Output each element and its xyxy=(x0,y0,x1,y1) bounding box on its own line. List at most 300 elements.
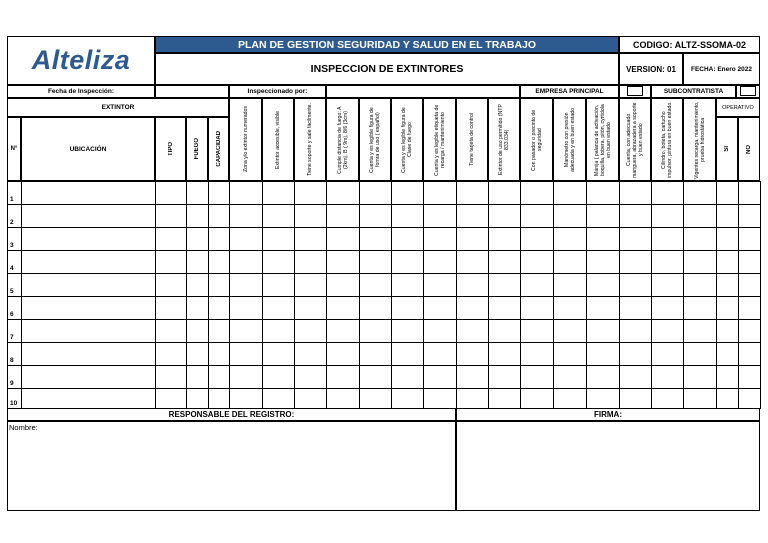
check-header-label: Zona y/o extintor numerados xyxy=(242,106,249,173)
check-cell[interactable] xyxy=(262,296,295,320)
check-cell[interactable] xyxy=(520,365,554,389)
check-cell[interactable] xyxy=(651,181,684,205)
check-cell[interactable] xyxy=(423,342,457,366)
no-cell[interactable] xyxy=(738,296,761,320)
check-cell[interactable] xyxy=(294,273,327,297)
check-cell[interactable] xyxy=(294,388,327,409)
check-cell[interactable] xyxy=(391,365,424,389)
check-cell[interactable] xyxy=(262,181,295,205)
check-cell[interactable] xyxy=(391,204,424,228)
no-cell[interactable] xyxy=(738,204,761,228)
check-cell[interactable] xyxy=(456,204,489,228)
check-header-2 xyxy=(262,98,294,181)
check-cell[interactable] xyxy=(619,250,652,274)
check-header-6 xyxy=(391,98,423,181)
check-cell[interactable] xyxy=(683,204,717,228)
ubicacion-cell[interactable] xyxy=(21,204,156,228)
check-cell[interactable] xyxy=(359,365,392,389)
si-cell[interactable] xyxy=(716,319,739,343)
check-cell[interactable] xyxy=(553,296,587,320)
check-header-label: Cumple distancia de fuego: A (2km), B ( 9m), 8/6 (3cm) xyxy=(336,105,349,174)
check-cell[interactable] xyxy=(294,204,327,228)
check-cell[interactable] xyxy=(326,296,360,320)
no-header-label: NO xyxy=(746,144,752,154)
check-cell[interactable] xyxy=(488,273,521,297)
row-number-label: 8 xyxy=(10,357,14,364)
check-cell[interactable] xyxy=(488,181,521,205)
no-cell[interactable] xyxy=(738,342,761,366)
check-cell[interactable] xyxy=(586,296,620,320)
si-cell[interactable] xyxy=(716,388,739,409)
check-cell[interactable] xyxy=(553,227,587,251)
table-row xyxy=(7,273,760,296)
check-cell[interactable] xyxy=(553,273,587,297)
check-cell[interactable] xyxy=(683,181,717,205)
form-title: INSPECCION DE EXTINTORES xyxy=(155,53,619,85)
capacidad-header xyxy=(208,117,229,181)
check-cell[interactable] xyxy=(553,181,587,205)
fuego-cell[interactable] xyxy=(186,342,209,366)
check-cell[interactable] xyxy=(488,204,521,228)
inspection-date-label: Fecha de Inspección: xyxy=(7,85,155,98)
check-cell[interactable] xyxy=(359,250,392,274)
check-cell[interactable] xyxy=(651,250,684,274)
check-cell[interactable] xyxy=(326,181,360,205)
tipo-cell[interactable] xyxy=(155,181,187,205)
check-cell[interactable] xyxy=(262,342,295,366)
table-row xyxy=(7,296,760,319)
check-cell[interactable] xyxy=(488,227,521,251)
tipo-cell[interactable] xyxy=(155,296,187,320)
check-cell[interactable] xyxy=(262,227,295,251)
row-number-label: 3 xyxy=(10,242,14,249)
ubicacion-cell[interactable] xyxy=(21,388,156,409)
row-number-label: 2 xyxy=(10,219,14,226)
check-header-label: Cuenta, con adecuado manguera, abrazadera a soporte y buen estado xyxy=(626,101,644,178)
row-number xyxy=(7,342,22,366)
check-header-13 xyxy=(619,98,651,181)
check-header-label: Extintor accesible, visible xyxy=(275,110,281,169)
check-cell[interactable] xyxy=(229,273,263,297)
check-cell[interactable] xyxy=(619,204,652,228)
si-cell[interactable] xyxy=(716,181,739,205)
check-cell[interactable] xyxy=(683,342,717,366)
check-cell[interactable] xyxy=(456,365,489,389)
capacidad-cell[interactable] xyxy=(208,319,230,343)
check-cell[interactable] xyxy=(683,296,717,320)
check-cell[interactable] xyxy=(586,342,620,366)
check-cell[interactable] xyxy=(326,388,360,409)
check-cell[interactable] xyxy=(520,204,554,228)
check-cell[interactable] xyxy=(262,365,295,389)
check-cell[interactable] xyxy=(488,296,521,320)
check-cell[interactable] xyxy=(683,250,717,274)
check-cell[interactable] xyxy=(586,319,620,343)
capacidad-cell[interactable] xyxy=(208,342,230,366)
fuego-cell[interactable] xyxy=(186,296,209,320)
ubicacion-cell[interactable] xyxy=(21,296,156,320)
tipo-header xyxy=(155,117,186,181)
check-cell[interactable] xyxy=(553,342,587,366)
document-code: CODIGO: ALTZ-SSOMA-02 xyxy=(619,36,760,53)
check-cell[interactable] xyxy=(553,204,587,228)
check-header-5 xyxy=(359,98,391,181)
table-row xyxy=(7,204,760,227)
check-cell[interactable] xyxy=(683,273,717,297)
ubicacion-cell[interactable] xyxy=(21,273,156,297)
table-row xyxy=(7,250,760,273)
check-cell[interactable] xyxy=(229,227,263,251)
no-cell[interactable] xyxy=(738,365,761,389)
check-header-label: Tiene soporte y sale fácilmente. xyxy=(307,102,313,177)
check-header-10 xyxy=(520,98,553,181)
si-cell[interactable] xyxy=(716,227,739,251)
check-cell[interactable] xyxy=(391,250,424,274)
check-cell[interactable] xyxy=(520,388,554,409)
check-cell[interactable] xyxy=(619,342,652,366)
check-cell[interactable] xyxy=(651,365,684,389)
row-number-label: 1 xyxy=(10,196,14,203)
check-cell[interactable] xyxy=(651,319,684,343)
check-cell[interactable] xyxy=(586,250,620,274)
check-cell[interactable] xyxy=(488,365,521,389)
check-cell[interactable] xyxy=(262,319,295,343)
check-header-label: Cuenta y es legible etiqueta de recarga / mantenimiento xyxy=(433,103,446,176)
check-cell[interactable] xyxy=(391,273,424,297)
check-header-label: Extintor de uso permitido (NTP 833.034) xyxy=(498,104,510,175)
fuego-cell[interactable] xyxy=(186,273,209,297)
tipo-cell[interactable] xyxy=(155,388,187,409)
check-cell[interactable] xyxy=(294,342,327,366)
operativo-group-header: OPERATIVO xyxy=(716,98,760,117)
check-cell[interactable] xyxy=(359,181,392,205)
extintor-group-header: EXTINTOR xyxy=(7,98,229,117)
check-cell[interactable] xyxy=(262,204,295,228)
check-cell[interactable] xyxy=(619,319,652,343)
ubicacion-cell[interactable] xyxy=(21,319,156,343)
check-cell[interactable] xyxy=(326,204,360,228)
check-cell[interactable] xyxy=(619,181,652,205)
check-cell[interactable] xyxy=(423,227,457,251)
subcontractor-label: SUBCONTRATISTA xyxy=(651,85,736,98)
check-cell[interactable] xyxy=(294,319,327,343)
si-cell[interactable] xyxy=(716,365,739,389)
check-cell[interactable] xyxy=(619,273,652,297)
ubicacion-cell[interactable] xyxy=(21,227,156,251)
tipo-header-label: TIPO xyxy=(167,141,174,156)
check-cell[interactable] xyxy=(423,388,457,409)
fuego-cell[interactable] xyxy=(186,365,209,389)
check-header-label: Vigentes recarga, mantenimiento, prueba hidrostática xyxy=(693,100,706,179)
no-cell[interactable] xyxy=(738,181,761,205)
tipo-cell[interactable] xyxy=(155,365,187,389)
row-number xyxy=(7,227,22,251)
si-cell[interactable] xyxy=(716,273,739,297)
check-cell[interactable] xyxy=(651,273,684,297)
inspection-date-field[interactable] xyxy=(155,85,229,98)
tipo-cell[interactable] xyxy=(155,227,187,251)
check-cell[interactable] xyxy=(229,204,263,228)
check-header-3 xyxy=(294,98,326,181)
subcontractor-checkbox[interactable] xyxy=(740,86,756,96)
check-cell[interactable] xyxy=(391,296,424,320)
capacidad-cell[interactable] xyxy=(208,227,230,251)
ubicacion-cell[interactable] xyxy=(21,365,156,389)
check-cell[interactable] xyxy=(651,296,684,320)
check-cell[interactable] xyxy=(488,250,521,274)
check-cell[interactable] xyxy=(456,388,489,409)
check-cell[interactable] xyxy=(262,250,295,274)
no-cell[interactable] xyxy=(738,273,761,297)
check-cell[interactable] xyxy=(488,319,521,343)
capacidad-cell[interactable] xyxy=(208,296,230,320)
no-cell[interactable] xyxy=(738,227,761,251)
check-cell[interactable] xyxy=(520,342,554,366)
check-cell[interactable] xyxy=(391,319,424,343)
responsible-label: RESPONSABLE DEL REGISTRO: xyxy=(7,408,456,421)
capacidad-cell[interactable] xyxy=(208,204,230,228)
capacidad-cell[interactable] xyxy=(208,250,230,274)
check-header-15 xyxy=(683,98,716,181)
check-cell[interactable] xyxy=(391,227,424,251)
inspected-by-label: Inspeccionado por: xyxy=(229,85,326,98)
check-cell[interactable] xyxy=(423,296,457,320)
si-header xyxy=(716,117,738,181)
check-cell[interactable] xyxy=(294,365,327,389)
tipo-cell[interactable] xyxy=(155,250,187,274)
check-cell[interactable] xyxy=(359,227,392,251)
check-header-label: Con pasador o precinto de seguridad xyxy=(530,108,543,171)
check-cell[interactable] xyxy=(651,342,684,366)
signature-label: FIRMA: xyxy=(456,408,760,421)
check-header-label: Cuenta y es legible figura de fomra de uso ( español) xyxy=(369,106,381,173)
check-cell[interactable] xyxy=(520,273,554,297)
row-number xyxy=(7,296,22,320)
company-logo: Alteliza xyxy=(31,45,131,75)
inspection-rows xyxy=(7,181,760,408)
check-cell[interactable] xyxy=(619,227,652,251)
fuego-header xyxy=(186,117,208,181)
check-cell[interactable] xyxy=(423,181,457,205)
tipo-cell[interactable] xyxy=(155,273,187,297)
check-cell[interactable] xyxy=(391,342,424,366)
check-cell[interactable] xyxy=(456,319,489,343)
table-row xyxy=(7,227,760,250)
check-cell[interactable] xyxy=(683,388,717,409)
check-cell[interactable] xyxy=(359,204,392,228)
check-cell[interactable] xyxy=(262,388,295,409)
check-cell[interactable] xyxy=(520,227,554,251)
check-cell[interactable] xyxy=(586,388,620,409)
fuego-cell[interactable] xyxy=(186,181,209,205)
check-cell[interactable] xyxy=(359,342,392,366)
tipo-cell[interactable] xyxy=(155,204,187,228)
check-cell[interactable] xyxy=(520,296,554,320)
check-cell[interactable] xyxy=(520,181,554,205)
check-cell[interactable] xyxy=(651,227,684,251)
check-cell[interactable] xyxy=(456,227,489,251)
check-cell[interactable] xyxy=(520,319,554,343)
check-cell[interactable] xyxy=(262,273,295,297)
check-cell[interactable] xyxy=(326,227,360,251)
fuego-header-label: FUEGO xyxy=(194,138,200,160)
check-cell[interactable] xyxy=(229,250,263,274)
row-number xyxy=(7,388,22,409)
row-number xyxy=(7,181,22,205)
check-cell[interactable] xyxy=(586,204,620,228)
fuego-cell[interactable] xyxy=(186,250,209,274)
plan-title-band: PLAN DE GESTION SEGURIDAD Y SALUD EN EL TRABAJO xyxy=(155,36,619,53)
check-header-8 xyxy=(456,98,488,181)
capacidad-cell[interactable] xyxy=(208,365,230,389)
row-number-label: 9 xyxy=(10,380,14,387)
name-label: Nombre: xyxy=(9,423,38,432)
check-cell[interactable] xyxy=(683,365,717,389)
check-cell[interactable] xyxy=(229,365,263,389)
check-cell[interactable] xyxy=(456,296,489,320)
main-company-label: EMPRESA PRINCIPAL xyxy=(520,85,619,98)
check-cell[interactable] xyxy=(423,273,457,297)
check-cell[interactable] xyxy=(391,388,424,409)
check-cell[interactable] xyxy=(553,250,587,274)
ubicacion-cell[interactable] xyxy=(21,250,156,274)
check-header-4 xyxy=(326,98,359,181)
check-cell[interactable] xyxy=(294,181,327,205)
capacidad-cell[interactable] xyxy=(208,181,230,205)
row-number-label: 7 xyxy=(10,334,14,341)
check-cell[interactable] xyxy=(619,388,652,409)
check-cell[interactable] xyxy=(683,319,717,343)
capacidad-cell[interactable] xyxy=(208,273,230,297)
fuego-cell[interactable] xyxy=(186,204,209,228)
check-cell[interactable] xyxy=(359,273,392,297)
check-cell[interactable] xyxy=(651,204,684,228)
check-header-7 xyxy=(423,98,456,181)
table-row xyxy=(7,342,760,365)
check-header-14 xyxy=(651,98,683,181)
check-cell[interactable] xyxy=(423,319,457,343)
document-date: FECHA: Enero 2022 xyxy=(683,53,760,85)
check-cell[interactable] xyxy=(229,388,263,409)
check-header-11 xyxy=(553,98,586,181)
check-cell[interactable] xyxy=(229,342,263,366)
si-cell[interactable] xyxy=(716,204,739,228)
logo-cell xyxy=(7,36,155,85)
ubicacion-cell[interactable] xyxy=(21,342,156,366)
no-cell[interactable] xyxy=(738,250,761,274)
capacidad-cell[interactable] xyxy=(208,388,230,409)
main-company-checkbox[interactable] xyxy=(627,86,643,96)
check-cell[interactable] xyxy=(229,319,263,343)
check-cell[interactable] xyxy=(456,181,489,205)
check-header-label: Manija ( palanca de activación, boquilla, tobera, pitón, cyrtidola en buen estado xyxy=(593,103,612,176)
check-cell[interactable] xyxy=(553,388,587,409)
check-cell[interactable] xyxy=(423,250,457,274)
check-cell[interactable] xyxy=(488,342,521,366)
no-cell[interactable] xyxy=(738,319,761,343)
si-header-label: SI xyxy=(724,146,730,152)
check-cell[interactable] xyxy=(326,319,360,343)
signature-field[interactable] xyxy=(456,421,760,511)
check-cell[interactable] xyxy=(651,388,684,409)
check-header-12 xyxy=(586,98,619,181)
check-cell[interactable] xyxy=(294,227,327,251)
check-cell[interactable] xyxy=(683,227,717,251)
check-cell[interactable] xyxy=(423,365,457,389)
row-number-label: 4 xyxy=(10,265,14,272)
row-number-label: 5 xyxy=(10,288,14,295)
check-cell[interactable] xyxy=(456,250,489,274)
tipo-cell[interactable] xyxy=(155,342,187,366)
check-cell[interactable] xyxy=(294,296,327,320)
check-cell[interactable] xyxy=(456,342,489,366)
num-header: N° xyxy=(7,117,21,181)
check-cell[interactable] xyxy=(229,296,263,320)
fuego-cell[interactable] xyxy=(186,388,209,409)
inspected-by-field[interactable] xyxy=(326,85,520,98)
check-cell[interactable] xyxy=(391,181,424,205)
fuego-cell[interactable] xyxy=(186,227,209,251)
check-cell[interactable] xyxy=(359,319,392,343)
no-cell[interactable] xyxy=(738,388,761,409)
fuego-cell[interactable] xyxy=(186,319,209,343)
table-row xyxy=(7,388,760,408)
check-cell[interactable] xyxy=(229,181,263,205)
check-cell[interactable] xyxy=(488,388,521,409)
capacidad-header-label: CAPACIDAD xyxy=(215,131,222,167)
check-cell[interactable] xyxy=(326,250,360,274)
row-number xyxy=(7,273,22,297)
si-cell[interactable] xyxy=(716,250,739,274)
check-cell[interactable] xyxy=(553,319,587,343)
row-number xyxy=(7,250,22,274)
check-header-label: Cilindro, boteta, cartucho impulsor, pintura en buen estado. xyxy=(661,101,673,178)
table-row xyxy=(7,319,760,342)
check-cell[interactable] xyxy=(294,250,327,274)
ubicacion-header: UBICACIÓN xyxy=(21,117,155,181)
check-cell[interactable] xyxy=(520,250,554,274)
row-number xyxy=(7,319,22,343)
name-field[interactable] xyxy=(7,421,456,511)
check-cell[interactable] xyxy=(359,388,392,409)
check-cell[interactable] xyxy=(619,365,652,389)
check-cell[interactable] xyxy=(586,181,620,205)
check-cell[interactable] xyxy=(553,365,587,389)
no-header xyxy=(738,117,760,181)
row-number xyxy=(7,365,22,389)
row-number-label: 6 xyxy=(10,311,14,318)
check-cell[interactable] xyxy=(326,342,360,366)
check-cell[interactable] xyxy=(359,296,392,320)
check-cell[interactable] xyxy=(423,204,457,228)
table-row xyxy=(7,365,760,388)
check-cell[interactable] xyxy=(456,273,489,297)
si-cell[interactable] xyxy=(716,342,739,366)
check-cell[interactable] xyxy=(326,273,360,297)
check-cell[interactable] xyxy=(586,227,620,251)
check-cell[interactable] xyxy=(586,273,620,297)
si-cell[interactable] xyxy=(716,296,739,320)
check-header-9 xyxy=(488,98,520,181)
document-version: VERSION: 01 xyxy=(619,53,683,85)
ubicacion-cell[interactable] xyxy=(21,181,156,205)
check-cell[interactable] xyxy=(326,365,360,389)
tipo-cell[interactable] xyxy=(155,319,187,343)
check-header-label: Manómetro con presión adecuada y en buen estado xyxy=(563,107,576,172)
check-cell[interactable] xyxy=(586,365,620,389)
row-number xyxy=(7,204,22,228)
check-cell[interactable] xyxy=(619,296,652,320)
